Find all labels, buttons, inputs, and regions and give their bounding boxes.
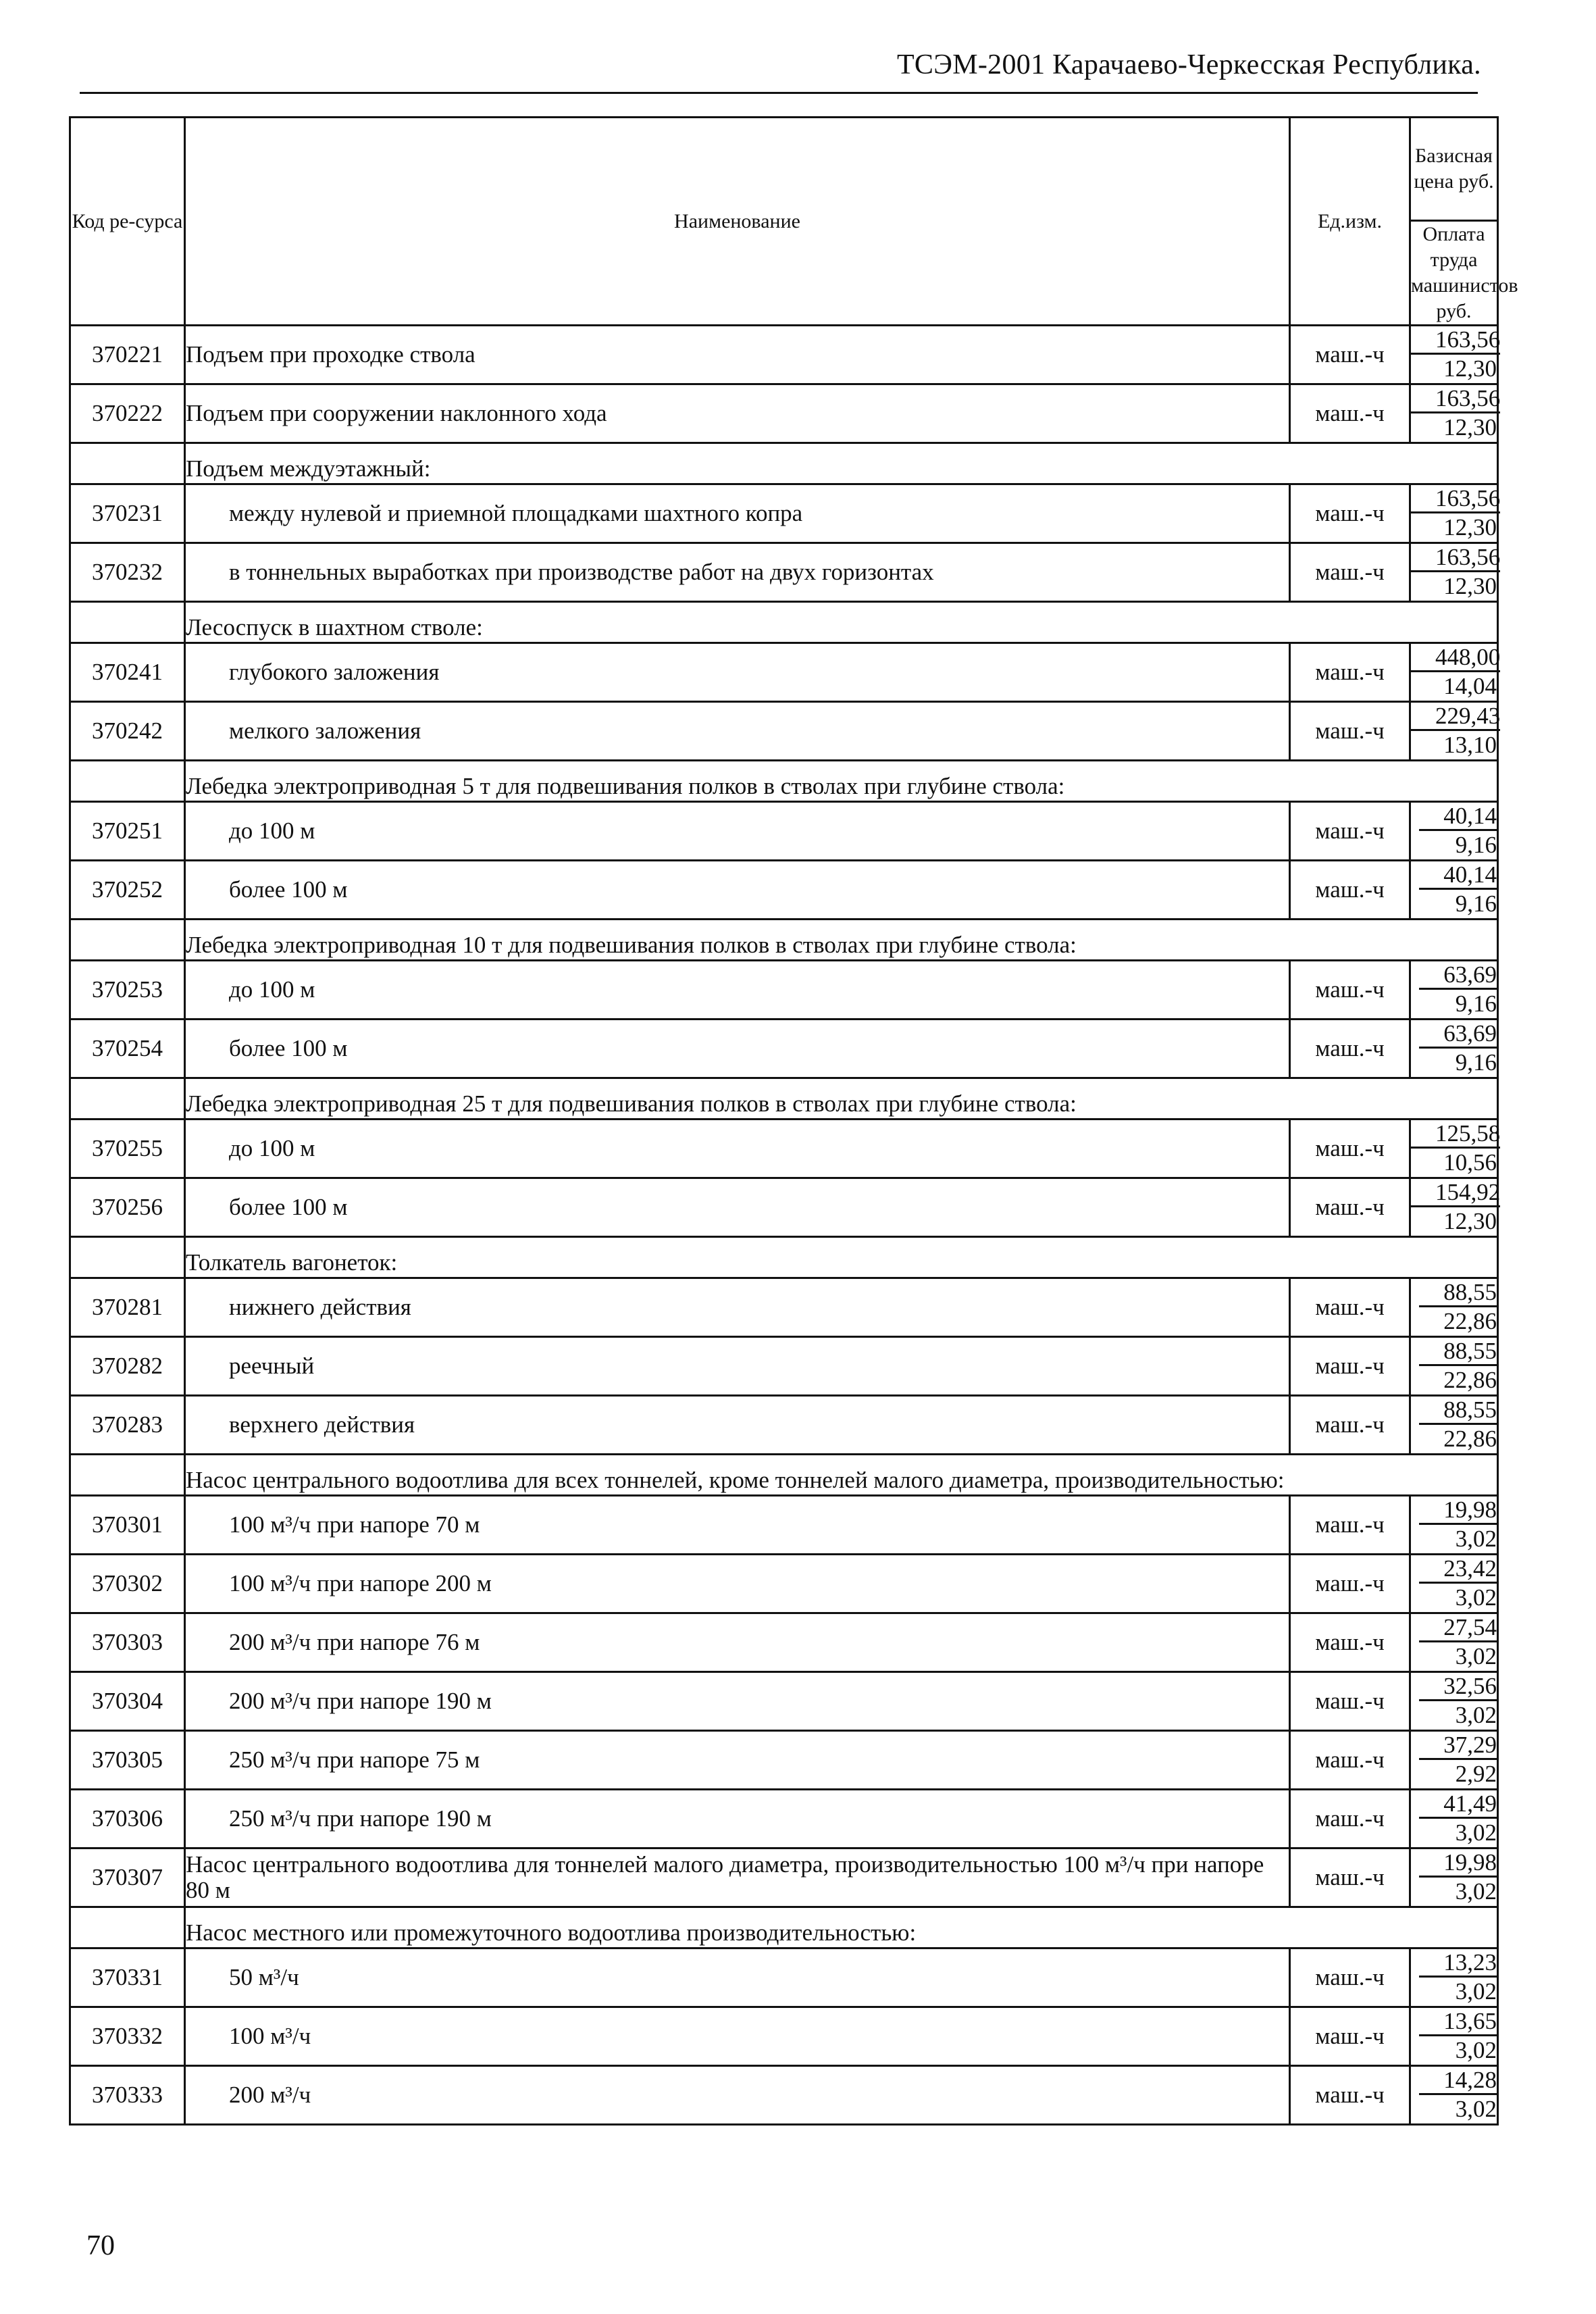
- document-header-title: ТСЭМ-2001 Карачаево-Черкесская Республика.: [896, 49, 1481, 80]
- resource-code: 370333: [70, 2066, 185, 2125]
- price-cell: [1410, 1948, 1498, 2007]
- base-price-value: 19,98: [1419, 1497, 1497, 1525]
- operator-pay-value: 12,30: [1443, 514, 1497, 540]
- resource-code: 370303: [70, 1613, 185, 1672]
- base-price-value: 13,23: [1419, 1950, 1497, 1978]
- table-row: [70, 1496, 1498, 1555]
- operator-pay-value: 3,02: [1455, 1819, 1497, 1846]
- resource-name: 200 м³/ч: [185, 2066, 1290, 2125]
- unit-of-measure: маш.-ч: [1290, 2007, 1410, 2066]
- operator-pay-value: 3,02: [1455, 2096, 1497, 2122]
- operator-pay-value: 12,30: [1443, 355, 1497, 382]
- unit-of-measure: маш.-ч: [1290, 961, 1410, 1020]
- base-price-value: 163,56: [1411, 386, 1500, 413]
- resource-name: глубокого заложения: [185, 643, 1290, 702]
- operator-pay-value: 3,02: [1455, 1643, 1497, 1669]
- price-cell: [1410, 961, 1498, 1020]
- unit-of-measure: маш.-ч: [1290, 1555, 1410, 1613]
- unit-of-measure: маш.-ч: [1290, 1396, 1410, 1455]
- base-price-value: 88,55: [1419, 1280, 1497, 1307]
- resource-code: 370242: [70, 702, 185, 761]
- price-cell: [1410, 1731, 1498, 1790]
- resource-name: 200 м³/ч при напоре 190 м: [185, 1672, 1290, 1731]
- group-code-cell: [70, 761, 185, 802]
- price-cell: [1410, 2007, 1498, 2066]
- group-row: [70, 1907, 1498, 1948]
- table-row: [70, 1613, 1498, 1672]
- page-number: 70: [86, 2230, 115, 2261]
- operator-pay-value: 3,02: [1455, 1702, 1497, 1728]
- resource-code: 370306: [70, 1790, 185, 1848]
- price-cell: [1410, 1672, 1498, 1731]
- unit-of-measure: маш.-ч: [1290, 2066, 1410, 2125]
- resource-code: 370307: [70, 1848, 185, 1907]
- operator-pay-value: 3,02: [1455, 1878, 1497, 1905]
- base-price-value: 163,56: [1411, 545, 1500, 572]
- resource-name: 100 м³/ч при напоре 200 м: [185, 1555, 1290, 1613]
- resource-code: 370254: [70, 1020, 185, 1078]
- price-cell: [1410, 1790, 1498, 1848]
- group-code-cell: [70, 1237, 185, 1278]
- group-row: [70, 1237, 1498, 1278]
- resource-price-table: [69, 116, 1518, 2126]
- price-cell: [1410, 1120, 1501, 1178]
- group-title: Подъем междуэтажный:: [185, 443, 1498, 484]
- price-cell: [1410, 2066, 1498, 2125]
- group-row: [70, 761, 1498, 802]
- unit-of-measure: маш.-ч: [1290, 1178, 1410, 1237]
- operator-pay-value: 10,56: [1443, 1149, 1497, 1176]
- operator-pay-value: 9,16: [1455, 832, 1497, 858]
- header-unit: Ед.изм.: [1290, 118, 1410, 326]
- resource-code: 370231: [70, 484, 185, 543]
- group-code-cell: [70, 602, 185, 643]
- price-cell: [1410, 1848, 1498, 1907]
- resource-name: до 100 м: [185, 1120, 1290, 1178]
- resource-code: 370221: [70, 326, 185, 384]
- unit-of-measure: маш.-ч: [1290, 1731, 1410, 1790]
- table-row: [70, 384, 1498, 443]
- unit-of-measure: маш.-ч: [1290, 1613, 1410, 1672]
- resource-name: более 100 м: [185, 861, 1290, 920]
- operator-pay-value: 12,30: [1443, 414, 1497, 441]
- table-row: [70, 1555, 1498, 1613]
- operator-pay-value: 13,10: [1443, 732, 1497, 758]
- group-code-cell: [70, 1907, 185, 1948]
- resource-name: более 100 м: [185, 1178, 1290, 1237]
- base-price-value: 27,54: [1419, 1615, 1497, 1642]
- operator-pay-value: 2,92: [1455, 1761, 1497, 1787]
- resource-name: 100 м³/ч при напоре 70 м: [185, 1496, 1290, 1555]
- group-title: Лесоспуск в шахтном стволе:: [185, 602, 1498, 643]
- unit-of-measure: маш.-ч: [1290, 543, 1410, 602]
- resource-code: 370252: [70, 861, 185, 920]
- group-title: Лебедка электроприводная 25 т для подвешивания полков в стволах при глубине ствола:: [185, 1078, 1498, 1120]
- unit-of-measure: маш.-ч: [1290, 1672, 1410, 1731]
- unit-of-measure: маш.-ч: [1290, 643, 1410, 702]
- group-title: Толкатель вагонеток:: [185, 1237, 1498, 1278]
- operator-pay-value: 12,30: [1443, 573, 1497, 599]
- resource-name: до 100 м: [185, 802, 1290, 861]
- unit-of-measure: маш.-ч: [1290, 484, 1410, 543]
- operator-pay-value: 9,16: [1455, 990, 1497, 1017]
- table-row: [70, 1790, 1498, 1848]
- price-cell: [1410, 1396, 1498, 1455]
- unit-of-measure: маш.-ч: [1290, 1337, 1410, 1396]
- group-code-cell: [70, 1078, 185, 1120]
- price-cell: [1410, 1337, 1498, 1396]
- header-base-price: Базисная цена руб.: [1410, 118, 1498, 221]
- base-price-value: 63,69: [1419, 1021, 1497, 1049]
- header-divider: [80, 92, 1478, 94]
- operator-pay-value: 3,02: [1455, 1584, 1497, 1611]
- table-row: [70, 1948, 1498, 2007]
- base-price-value: 88,55: [1419, 1397, 1497, 1425]
- base-price-value: 19,98: [1419, 1850, 1497, 1878]
- resource-code: 370282: [70, 1337, 185, 1396]
- resource-name: Подъем при сооружении наклонного хода: [185, 384, 1290, 443]
- table-row: [70, 1120, 1498, 1178]
- unit-of-measure: маш.-ч: [1290, 1278, 1410, 1337]
- price-cell: [1410, 543, 1501, 602]
- resource-code: 370332: [70, 2007, 185, 2066]
- resource-code: 370305: [70, 1731, 185, 1790]
- base-price-value: 154,92: [1411, 1180, 1500, 1207]
- base-price-value: 63,69: [1419, 962, 1497, 990]
- unit-of-measure: маш.-ч: [1290, 1848, 1410, 1907]
- group-title: Лебедка электроприводная 10 т для подвешивания полков в стволах при глубине ствола:: [185, 920, 1498, 961]
- table-row: [70, 1178, 1498, 1237]
- resource-name: нижнего действия: [185, 1278, 1290, 1337]
- base-price-value: 23,42: [1419, 1556, 1497, 1584]
- operator-pay-value: 3,02: [1455, 1526, 1497, 1552]
- resource-code: 370232: [70, 543, 185, 602]
- base-price-value: 125,58: [1411, 1121, 1500, 1149]
- operator-pay-value: 9,16: [1455, 890, 1497, 917]
- table-body: [70, 326, 1501, 2125]
- resource-code: 370241: [70, 643, 185, 702]
- base-price-value: 448,00: [1411, 645, 1500, 672]
- base-price-value: 163,56: [1411, 486, 1500, 513]
- group-row: [70, 443, 1498, 484]
- resource-name: 200 м³/ч при напоре 76 м: [185, 1613, 1290, 1672]
- operator-pay-value: 9,16: [1455, 1049, 1497, 1076]
- resource-code: 370301: [70, 1496, 185, 1555]
- resource-name: 100 м³/ч: [185, 2007, 1290, 2066]
- table-row: [70, 961, 1498, 1020]
- table-row: [70, 543, 1498, 602]
- unit-of-measure: маш.-ч: [1290, 1790, 1410, 1848]
- table-row: [70, 1396, 1498, 1455]
- resource-code: 370302: [70, 1555, 185, 1613]
- resource-code: 370253: [70, 961, 185, 1020]
- resource-code: 370251: [70, 802, 185, 861]
- resource-code: 370256: [70, 1178, 185, 1237]
- price-cell: [1410, 702, 1501, 761]
- base-price-value: 40,14: [1419, 803, 1497, 831]
- price-cell: [1410, 326, 1501, 384]
- resource-name: между нулевой и приемной площадками шахтного копра: [185, 484, 1290, 543]
- resource-name: мелкого заложения: [185, 702, 1290, 761]
- group-title: Насос центрального водоотлива для всех тоннелей, кроме тоннелей малого диаметра, производительностью:: [185, 1455, 1498, 1496]
- resource-code: 370331: [70, 1948, 185, 2007]
- group-row: [70, 1455, 1498, 1496]
- table-row: [70, 1672, 1498, 1731]
- price-cell: [1410, 1178, 1501, 1237]
- resource-name: 250 м³/ч при напоре 75 м: [185, 1731, 1290, 1790]
- resource-code: 370255: [70, 1120, 185, 1178]
- resource-code: 370304: [70, 1672, 185, 1731]
- price-cell: [1410, 861, 1498, 920]
- unit-of-measure: маш.-ч: [1290, 702, 1410, 761]
- operator-pay-value: 3,02: [1455, 2037, 1497, 2063]
- header-name: Наименование: [185, 118, 1290, 326]
- unit-of-measure: маш.-ч: [1290, 1020, 1410, 1078]
- price-cell: [1410, 1496, 1498, 1555]
- base-price-value: 88,55: [1419, 1338, 1497, 1366]
- price-cell: [1410, 643, 1501, 702]
- group-code-cell: [70, 920, 185, 961]
- group-title: Насос местного или промежуточного водоотлива производительностью:: [185, 1907, 1498, 1948]
- resource-name: 50 м³/ч: [185, 1948, 1290, 2007]
- table-row: [70, 484, 1498, 543]
- base-price-value: 13,65: [1419, 2009, 1497, 2036]
- unit-of-measure: маш.-ч: [1290, 1948, 1410, 2007]
- table-row: [70, 1848, 1498, 1907]
- table-row: [70, 702, 1498, 761]
- base-price-value: 163,56: [1411, 327, 1500, 355]
- price-cell: [1410, 384, 1501, 443]
- group-row: [70, 920, 1498, 961]
- resource-name: в тоннельных выработках при производстве работ на двух горизонтах: [185, 543, 1290, 602]
- base-price-value: 32,56: [1419, 1674, 1497, 1701]
- base-price-value: 14,28: [1419, 2067, 1497, 2095]
- price-cell: [1410, 1278, 1498, 1337]
- unit-of-measure: маш.-ч: [1290, 861, 1410, 920]
- table-row: [70, 2066, 1498, 2125]
- group-code-cell: [70, 1455, 185, 1496]
- base-price-value: 229,43: [1411, 703, 1500, 731]
- operator-pay-value: 12,30: [1443, 1208, 1497, 1234]
- unit-of-measure: маш.-ч: [1290, 326, 1410, 384]
- table-row: [70, 861, 1498, 920]
- resource-name: реечный: [185, 1337, 1290, 1396]
- resource-name: 250 м³/ч при напоре 190 м: [185, 1790, 1290, 1848]
- operator-pay-value: 22,86: [1443, 1367, 1497, 1393]
- unit-of-measure: маш.-ч: [1290, 1496, 1410, 1555]
- operator-pay-value: 14,04: [1443, 673, 1497, 699]
- base-price-value: 37,29: [1419, 1732, 1497, 1760]
- table-row: [70, 1278, 1498, 1337]
- base-price-value: 41,49: [1419, 1791, 1497, 1819]
- table-row: [70, 643, 1498, 702]
- resource-name: более 100 м: [185, 1020, 1290, 1078]
- header-code: Код ре-сурса: [70, 118, 185, 326]
- table-header: [70, 118, 1518, 326]
- operator-pay-value: 22,86: [1443, 1426, 1497, 1452]
- table-row: [70, 2007, 1498, 2066]
- table-row: [70, 802, 1498, 861]
- group-row: [70, 1078, 1498, 1120]
- operator-pay-value: 22,86: [1443, 1308, 1497, 1334]
- resource-name: Подъем при проходке ствола: [185, 326, 1290, 384]
- resource-name: Насос центрального водоотлива для тоннелей малого диаметра, производительностью 100 м³/ч при напоре 80 м: [185, 1848, 1290, 1907]
- unit-of-measure: маш.-ч: [1290, 384, 1410, 443]
- group-title: Лебедка электроприводная 5 т для подвешивания полков в стволах при глубине ствола:: [185, 761, 1498, 802]
- unit-of-measure: маш.-ч: [1290, 1120, 1410, 1178]
- table-row: [70, 1020, 1498, 1078]
- table-row: [70, 1731, 1498, 1790]
- resource-code: 370222: [70, 384, 185, 443]
- price-cell: [1410, 1020, 1498, 1078]
- resource-code: 370283: [70, 1396, 185, 1455]
- base-price-value: 40,14: [1419, 862, 1497, 890]
- header-operator-pay: Оплата труда машинистов руб.: [1410, 221, 1498, 326]
- resource-code: 370281: [70, 1278, 185, 1337]
- unit-of-measure: маш.-ч: [1290, 802, 1410, 861]
- price-cell: [1410, 484, 1501, 543]
- resource-name: до 100 м: [185, 961, 1290, 1020]
- table-row: [70, 1337, 1498, 1396]
- price-cell: [1410, 1555, 1498, 1613]
- table-row: [70, 326, 1498, 384]
- price-cell: [1410, 1613, 1498, 1672]
- resource-name: верхнего действия: [185, 1396, 1290, 1455]
- group-row: [70, 602, 1498, 643]
- operator-pay-value: 3,02: [1455, 1978, 1497, 2005]
- group-code-cell: [70, 443, 185, 484]
- price-cell: [1410, 802, 1498, 861]
